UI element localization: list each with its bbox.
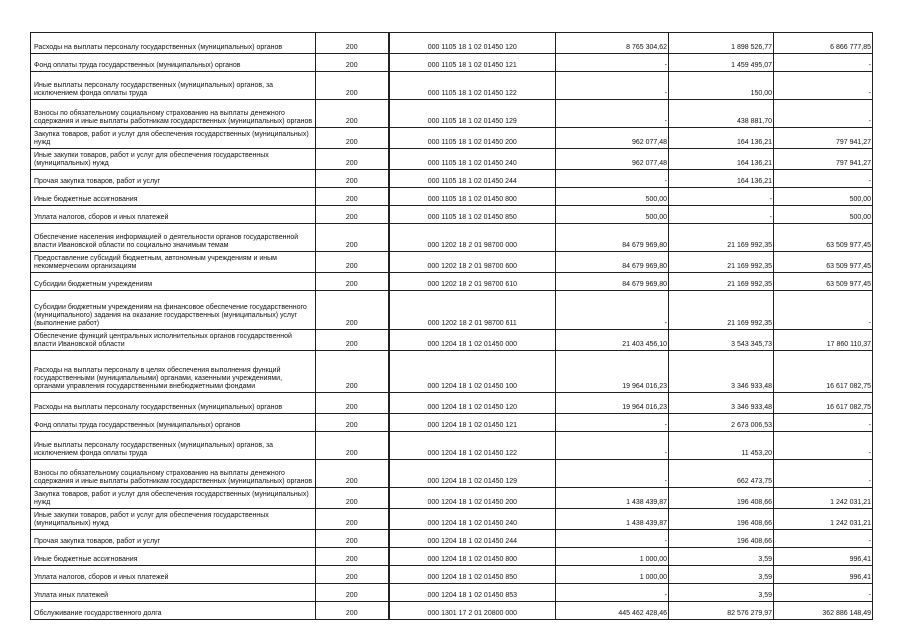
classification-code-cell: 000 1204 18 1 02 01450 000 xyxy=(389,330,556,351)
executed-amount-cell: 150,00 xyxy=(669,72,774,100)
approved-amount-cell: 500,00 xyxy=(556,206,669,224)
row-name-cell: Обеспечение населения информацией о деятельности органов государственной власти Ивановской области по социально значимым темам xyxy=(31,224,316,252)
classification-code-cell: 000 1301 17 2 01 20800 000 xyxy=(389,602,556,620)
unexecuted-amount-cell: 996,41 xyxy=(774,566,873,584)
classification-code-cell: 000 1105 18 1 02 01450 121 xyxy=(389,54,556,72)
executed-amount-cell: 1 459 495,07 xyxy=(669,54,774,72)
unexecuted-amount-cell: 6 866 777,85 xyxy=(774,33,873,54)
line-code-cell: 200 xyxy=(316,432,389,460)
row-name-cell: Взносы по обязательному социальному страхованию на выплаты денежного содержания и иные выплаты работникам государственных (муниципальных) органов xyxy=(31,460,316,488)
executed-amount-cell: 196 408,66 xyxy=(669,530,774,548)
classification-code-cell: 000 1204 18 1 02 01450 853 xyxy=(389,584,556,602)
executed-amount-cell: 3,59 xyxy=(669,548,774,566)
executed-amount-cell: 164 136,21 xyxy=(669,128,774,149)
row-name-cell: Субсидии бюджетным учреждениям xyxy=(31,273,316,291)
table-row xyxy=(31,54,873,72)
unexecuted-amount-cell: - xyxy=(774,170,873,188)
row-name-cell: Расходы на выплаты персоналу государственных (муниципальных) органов xyxy=(31,33,316,54)
approved-amount-cell: - xyxy=(556,432,669,460)
line-code-cell: 200 xyxy=(316,548,389,566)
row-name-cell: Фонд оплаты труда государственных (муниципальных) органов xyxy=(31,414,316,432)
executed-amount-cell: 21 169 992,35 xyxy=(669,224,774,252)
table-row xyxy=(31,602,873,620)
line-code-cell: 200 xyxy=(316,566,389,584)
executed-amount-cell: 164 136,21 xyxy=(669,170,774,188)
row-name-cell: Иные закупки товаров, работ и услуг для обеспечения государственных (муниципальных) нужд xyxy=(31,509,316,530)
approved-amount-cell: 962 077,48 xyxy=(556,149,669,170)
executed-amount-cell: 662 473,75 xyxy=(669,460,774,488)
executed-amount-cell: 196 408,66 xyxy=(669,488,774,509)
line-code-cell: 200 xyxy=(316,72,389,100)
unexecuted-amount-cell: - xyxy=(774,414,873,432)
line-code-cell: 200 xyxy=(316,414,389,432)
unexecuted-amount-cell: 16 617 082,75 xyxy=(774,393,873,414)
table-row xyxy=(31,72,873,100)
table-row xyxy=(31,488,873,509)
row-name-cell: Закупка товаров, работ и услуг для обеспечения государственных (муниципальных) нужд xyxy=(31,488,316,509)
line-code-cell: 200 xyxy=(316,33,389,54)
unexecuted-amount-cell: 500,00 xyxy=(774,188,873,206)
line-code-cell: 200 xyxy=(316,330,389,351)
executed-amount-cell: 3 346 933,48 xyxy=(669,351,774,393)
unexecuted-amount-cell: 996,41 xyxy=(774,548,873,566)
classification-code-cell: 000 1204 18 1 02 01450 850 xyxy=(389,566,556,584)
unexecuted-amount-cell: 797 941,27 xyxy=(774,128,873,149)
approved-amount-cell: 21 403 456,10 xyxy=(556,330,669,351)
table-row xyxy=(31,100,873,128)
approved-amount-cell: - xyxy=(556,54,669,72)
unexecuted-amount-cell: 16 617 082,75 xyxy=(774,351,873,393)
executed-amount-cell: 3 346 933,48 xyxy=(669,393,774,414)
executed-amount-cell: 21 169 992,35 xyxy=(669,252,774,273)
line-code-cell: 200 xyxy=(316,170,389,188)
row-name-cell: Уплата налогов, сборов и иных платежей xyxy=(31,566,316,584)
approved-amount-cell: 84 679 969,80 xyxy=(556,224,669,252)
approved-amount-cell: 1 000,00 xyxy=(556,548,669,566)
line-code-cell: 200 xyxy=(316,252,389,273)
row-name-cell: Уплата налогов, сборов и иных платежей xyxy=(31,206,316,224)
unexecuted-amount-cell: - xyxy=(774,530,873,548)
approved-amount-cell: 84 679 969,80 xyxy=(556,273,669,291)
table-row xyxy=(31,351,873,393)
table-row xyxy=(31,170,873,188)
classification-code-cell: 000 1204 18 1 02 01450 100 xyxy=(389,351,556,393)
classification-code-cell: 000 1105 18 1 02 01450 240 xyxy=(389,149,556,170)
table-row xyxy=(31,224,873,252)
approved-amount-cell: 1 000,00 xyxy=(556,566,669,584)
unexecuted-amount-cell: 17 860 110,37 xyxy=(774,330,873,351)
executed-amount-cell: - xyxy=(669,188,774,206)
classification-code-cell: 000 1204 18 1 02 01450 240 xyxy=(389,509,556,530)
approved-amount-cell: - xyxy=(556,414,669,432)
line-code-cell: 200 xyxy=(316,488,389,509)
executed-amount-cell: 3 543 345,73 xyxy=(669,330,774,351)
classification-code-cell: 000 1105 18 1 02 01450 129 xyxy=(389,100,556,128)
executed-amount-cell: 82 576 279,97 xyxy=(669,602,774,620)
row-name-cell: Иные бюджетные ассигнования xyxy=(31,188,316,206)
executed-amount-cell: 3,59 xyxy=(669,566,774,584)
approved-amount-cell: 962 077,48 xyxy=(556,128,669,149)
table-row xyxy=(31,566,873,584)
unexecuted-amount-cell: - xyxy=(774,291,873,330)
approved-amount-cell: 19 964 016,23 xyxy=(556,393,669,414)
approved-amount-cell: - xyxy=(556,170,669,188)
unexecuted-amount-cell: - xyxy=(774,584,873,602)
budget-execution-table xyxy=(30,32,873,620)
row-name-cell: Иные бюджетные ассигнования xyxy=(31,548,316,566)
table-body xyxy=(31,33,873,620)
unexecuted-amount-cell: 63 509 977,45 xyxy=(774,273,873,291)
approved-amount-cell: - xyxy=(556,584,669,602)
classification-code-cell: 000 1204 18 1 02 01450 800 xyxy=(389,548,556,566)
unexecuted-amount-cell: 362 886 148,49 xyxy=(774,602,873,620)
row-name-cell: Расходы на выплаты персоналу в целях обеспечения выполнения функций государственными (муниципальными) органами, казенными учреждениями, органами управления государственными внебюджетными фондами xyxy=(31,351,316,393)
classification-code-cell: 000 1105 18 1 02 01450 120 xyxy=(389,33,556,54)
row-name-cell: Субсидии бюджетным учреждениям на финансовое обеспечение государственного (муниципального) задания на оказание государственных (муниципальных) услуг (выполнение работ) xyxy=(31,291,316,330)
executed-amount-cell: 196 408,66 xyxy=(669,509,774,530)
line-code-cell: 200 xyxy=(316,100,389,128)
classification-code-cell: 000 1204 18 1 02 01450 122 xyxy=(389,432,556,460)
table-row xyxy=(31,149,873,170)
line-code-cell: 200 xyxy=(316,224,389,252)
row-name-cell: Иные выплаты персоналу государственных (муниципальных) органов, за исключением фонда оплаты труда xyxy=(31,72,316,100)
line-code-cell: 200 xyxy=(316,351,389,393)
classification-code-cell: 000 1204 18 1 02 01450 120 xyxy=(389,393,556,414)
line-code-cell: 200 xyxy=(316,128,389,149)
line-code-cell: 200 xyxy=(316,584,389,602)
line-code-cell: 200 xyxy=(316,149,389,170)
unexecuted-amount-cell: 63 509 977,45 xyxy=(774,252,873,273)
row-name-cell: Прочая закупка товаров, работ и услуг xyxy=(31,530,316,548)
executed-amount-cell: 11 453,20 xyxy=(669,432,774,460)
line-code-cell: 200 xyxy=(316,602,389,620)
table-row xyxy=(31,414,873,432)
classification-code-cell: 000 1105 18 1 02 01450 200 xyxy=(389,128,556,149)
unexecuted-amount-cell: 797 941,27 xyxy=(774,149,873,170)
row-name-cell: Обслуживание государственного долга xyxy=(31,602,316,620)
unexecuted-amount-cell: - xyxy=(774,72,873,100)
classification-code-cell: 000 1202 18 2 01 98700 610 xyxy=(389,273,556,291)
classification-code-cell: 000 1105 18 1 02 01450 800 xyxy=(389,188,556,206)
approved-amount-cell: 445 462 428,46 xyxy=(556,602,669,620)
classification-code-cell: 000 1105 18 1 02 01450 122 xyxy=(389,72,556,100)
line-code-cell: 200 xyxy=(316,509,389,530)
table-row xyxy=(31,584,873,602)
approved-amount-cell: - xyxy=(556,530,669,548)
unexecuted-amount-cell: 1 242 031,21 xyxy=(774,509,873,530)
row-name-cell: Закупка товаров, работ и услуг для обеспечения государственных (муниципальных) нужд xyxy=(31,128,316,149)
unexecuted-amount-cell: - xyxy=(774,460,873,488)
table-row xyxy=(31,509,873,530)
row-name-cell: Прочая закупка товаров, работ и услуг xyxy=(31,170,316,188)
table-row xyxy=(31,460,873,488)
approved-amount-cell: - xyxy=(556,72,669,100)
executed-amount-cell: 21 169 992,35 xyxy=(669,273,774,291)
unexecuted-amount-cell: 1 242 031,21 xyxy=(774,488,873,509)
approved-amount-cell: 500,00 xyxy=(556,188,669,206)
classification-code-cell: 000 1202 18 2 01 98700 611 xyxy=(389,291,556,330)
row-name-cell: Иные выплаты персоналу государственных (муниципальных) органов, за исключением фонда оплаты труда xyxy=(31,432,316,460)
classification-code-cell: 000 1202 18 2 01 98700 000 xyxy=(389,224,556,252)
table-row xyxy=(31,273,873,291)
approved-amount-cell: 8 765 304,62 xyxy=(556,33,669,54)
table-row xyxy=(31,33,873,54)
line-code-cell: 200 xyxy=(316,273,389,291)
unexecuted-amount-cell: - xyxy=(774,432,873,460)
table-row xyxy=(31,432,873,460)
classification-code-cell: 000 1105 18 1 02 01450 244 xyxy=(389,170,556,188)
row-name-cell: Обеспечение функций центральных исполнительных органов государственной власти Ивановской области xyxy=(31,330,316,351)
table-row xyxy=(31,206,873,224)
table-row xyxy=(31,128,873,149)
row-name-cell: Предоставление субсидий бюджетным, автономным учреждениям и иным некоммерческим организациям xyxy=(31,252,316,273)
unexecuted-amount-cell: - xyxy=(774,100,873,128)
executed-amount-cell: 164 136,21 xyxy=(669,149,774,170)
approved-amount-cell: 1 438 439,87 xyxy=(556,488,669,509)
table-row xyxy=(31,393,873,414)
row-name-cell: Иные закупки товаров, работ и услуг для обеспечения государственных (муниципальных) нужд xyxy=(31,149,316,170)
line-code-cell: 200 xyxy=(316,206,389,224)
executed-amount-cell: - xyxy=(669,206,774,224)
line-code-cell: 200 xyxy=(316,530,389,548)
line-code-cell: 200 xyxy=(316,460,389,488)
classification-code-cell: 000 1204 18 1 02 01450 121 xyxy=(389,414,556,432)
table-row xyxy=(31,291,873,330)
executed-amount-cell: 3,59 xyxy=(669,584,774,602)
line-code-cell: 200 xyxy=(316,291,389,330)
classification-code-cell: 000 1204 18 1 02 01450 129 xyxy=(389,460,556,488)
table-row xyxy=(31,548,873,566)
approved-amount-cell: 84 679 969,80 xyxy=(556,252,669,273)
classification-code-cell: 000 1204 18 1 02 01450 200 xyxy=(389,488,556,509)
executed-amount-cell: 438 881,70 xyxy=(669,100,774,128)
executed-amount-cell: 21 169 992,35 xyxy=(669,291,774,330)
executed-amount-cell: 1 898 526,77 xyxy=(669,33,774,54)
classification-code-cell: 000 1105 18 1 02 01450 850 xyxy=(389,206,556,224)
row-name-cell: Уплата иных платежей xyxy=(31,584,316,602)
approved-amount-cell: - xyxy=(556,460,669,488)
approved-amount-cell: - xyxy=(556,291,669,330)
table-row xyxy=(31,330,873,351)
line-code-cell: 200 xyxy=(316,54,389,72)
classification-code-cell: 000 1204 18 1 02 01450 244 xyxy=(389,530,556,548)
line-code-cell: 200 xyxy=(316,188,389,206)
table-row xyxy=(31,188,873,206)
unexecuted-amount-cell: 63 509 977,45 xyxy=(774,224,873,252)
report-sheet xyxy=(30,32,872,620)
approved-amount-cell: 1 438 439,87 xyxy=(556,509,669,530)
table-row xyxy=(31,530,873,548)
approved-amount-cell: - xyxy=(556,100,669,128)
row-name-cell: Фонд оплаты труда государственных (муниципальных) органов xyxy=(31,54,316,72)
approved-amount-cell: 19 964 016,23 xyxy=(556,351,669,393)
executed-amount-cell: 2 673 006,53 xyxy=(669,414,774,432)
row-name-cell: Расходы на выплаты персоналу государственных (муниципальных) органов xyxy=(31,393,316,414)
unexecuted-amount-cell: - xyxy=(774,54,873,72)
row-name-cell: Взносы по обязательному социальному страхованию на выплаты денежного содержания и иные выплаты работникам государственных (муниципальных) органов xyxy=(31,100,316,128)
classification-code-cell: 000 1202 18 2 01 98700 600 xyxy=(389,252,556,273)
table-row xyxy=(31,252,873,273)
unexecuted-amount-cell: 500,00 xyxy=(774,206,873,224)
line-code-cell: 200 xyxy=(316,393,389,414)
